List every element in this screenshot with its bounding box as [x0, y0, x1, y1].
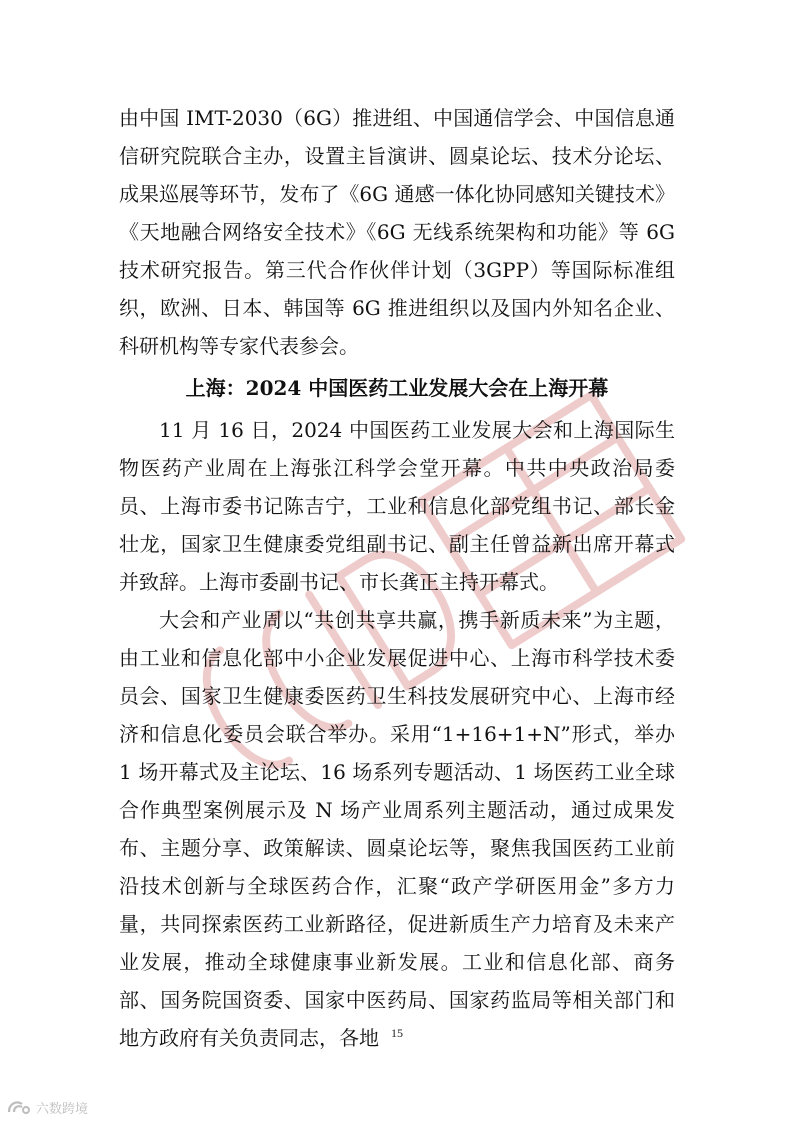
- document-body: [119, 99, 675, 1057]
- section-paragraph-1: 11 月 16 日，2024 中国医药工业发展大会和上海国际生物医药产业周在上海张江科学会堂开幕。中共中央政治局委员、上海市委书记陈吉宁，工业和信息化部党组书记、部长金壮龙，国家卫生健康委党组副书记、副主任曾益新出席开幕式并致辞。上海市委副书记、市长龚正主持开幕式。: [119, 418, 675, 594]
- section-paragraph-2: 大会和产业周以“共创共享共赢，携手新质未来”为主题，由工业和信息化部中小企业发展促进中心、上海市科学技术委员会、国家卫生健康委医药卫生科技发展研究中心、上海市经济和信息化委员会联合举办。采用“1+16+1+N”形式，举办 1 场开幕式及主论坛、16 场系列专题活动、1 场医药工业全球合作典型案例展示及 N 场产业周系列主题活动，通过成果发布、主题分享、政策解读、圆桌论坛等，聚焦我国医药工业前沿技术创新与全球医药合作，汇聚“政产学研医用金”多方力量，共同探索医药工业新路径，促进新质生产力培育及未来产业发展，推动全球健康事业新发展。工业和信息化部、商务部、国务院国资委、国家中医药局、国家药监局等相关部门和地方政府有关负责同志，各地: [119, 608, 675, 1050]
- section-heading: 上海：2024 中国医药工业发展大会在上海开幕: [185, 376, 609, 400]
- intro-paragraph: 由中国 IMT-2030（6G）推进组、中国通信学会、中国信息通信研究院联合主办，设置主旨演讲、圆桌论坛、技术分论坛、成果巡展等环节，发布了《6G 通感一体化协同感知关键技术》《天地融合网络安全技术》《6G 无线系统架构和功能》等 6G 技术研究报告。第三代合作伙伴计划（3GPP）等国际标准组织，欧洲、日本、韩国等 6G 推进组织以及国内外知名企业、科研机构等专家代表参会。: [119, 106, 675, 358]
- watermark-text: CCID赛迪: [710, 820, 715, 821]
- logo-mark-icon: [6, 1098, 32, 1116]
- page-number: 15: [391, 1026, 403, 1040]
- corner-logo: [6, 1095, 88, 1119]
- corner-logo-text: 六数跨境: [36, 1101, 89, 1117]
